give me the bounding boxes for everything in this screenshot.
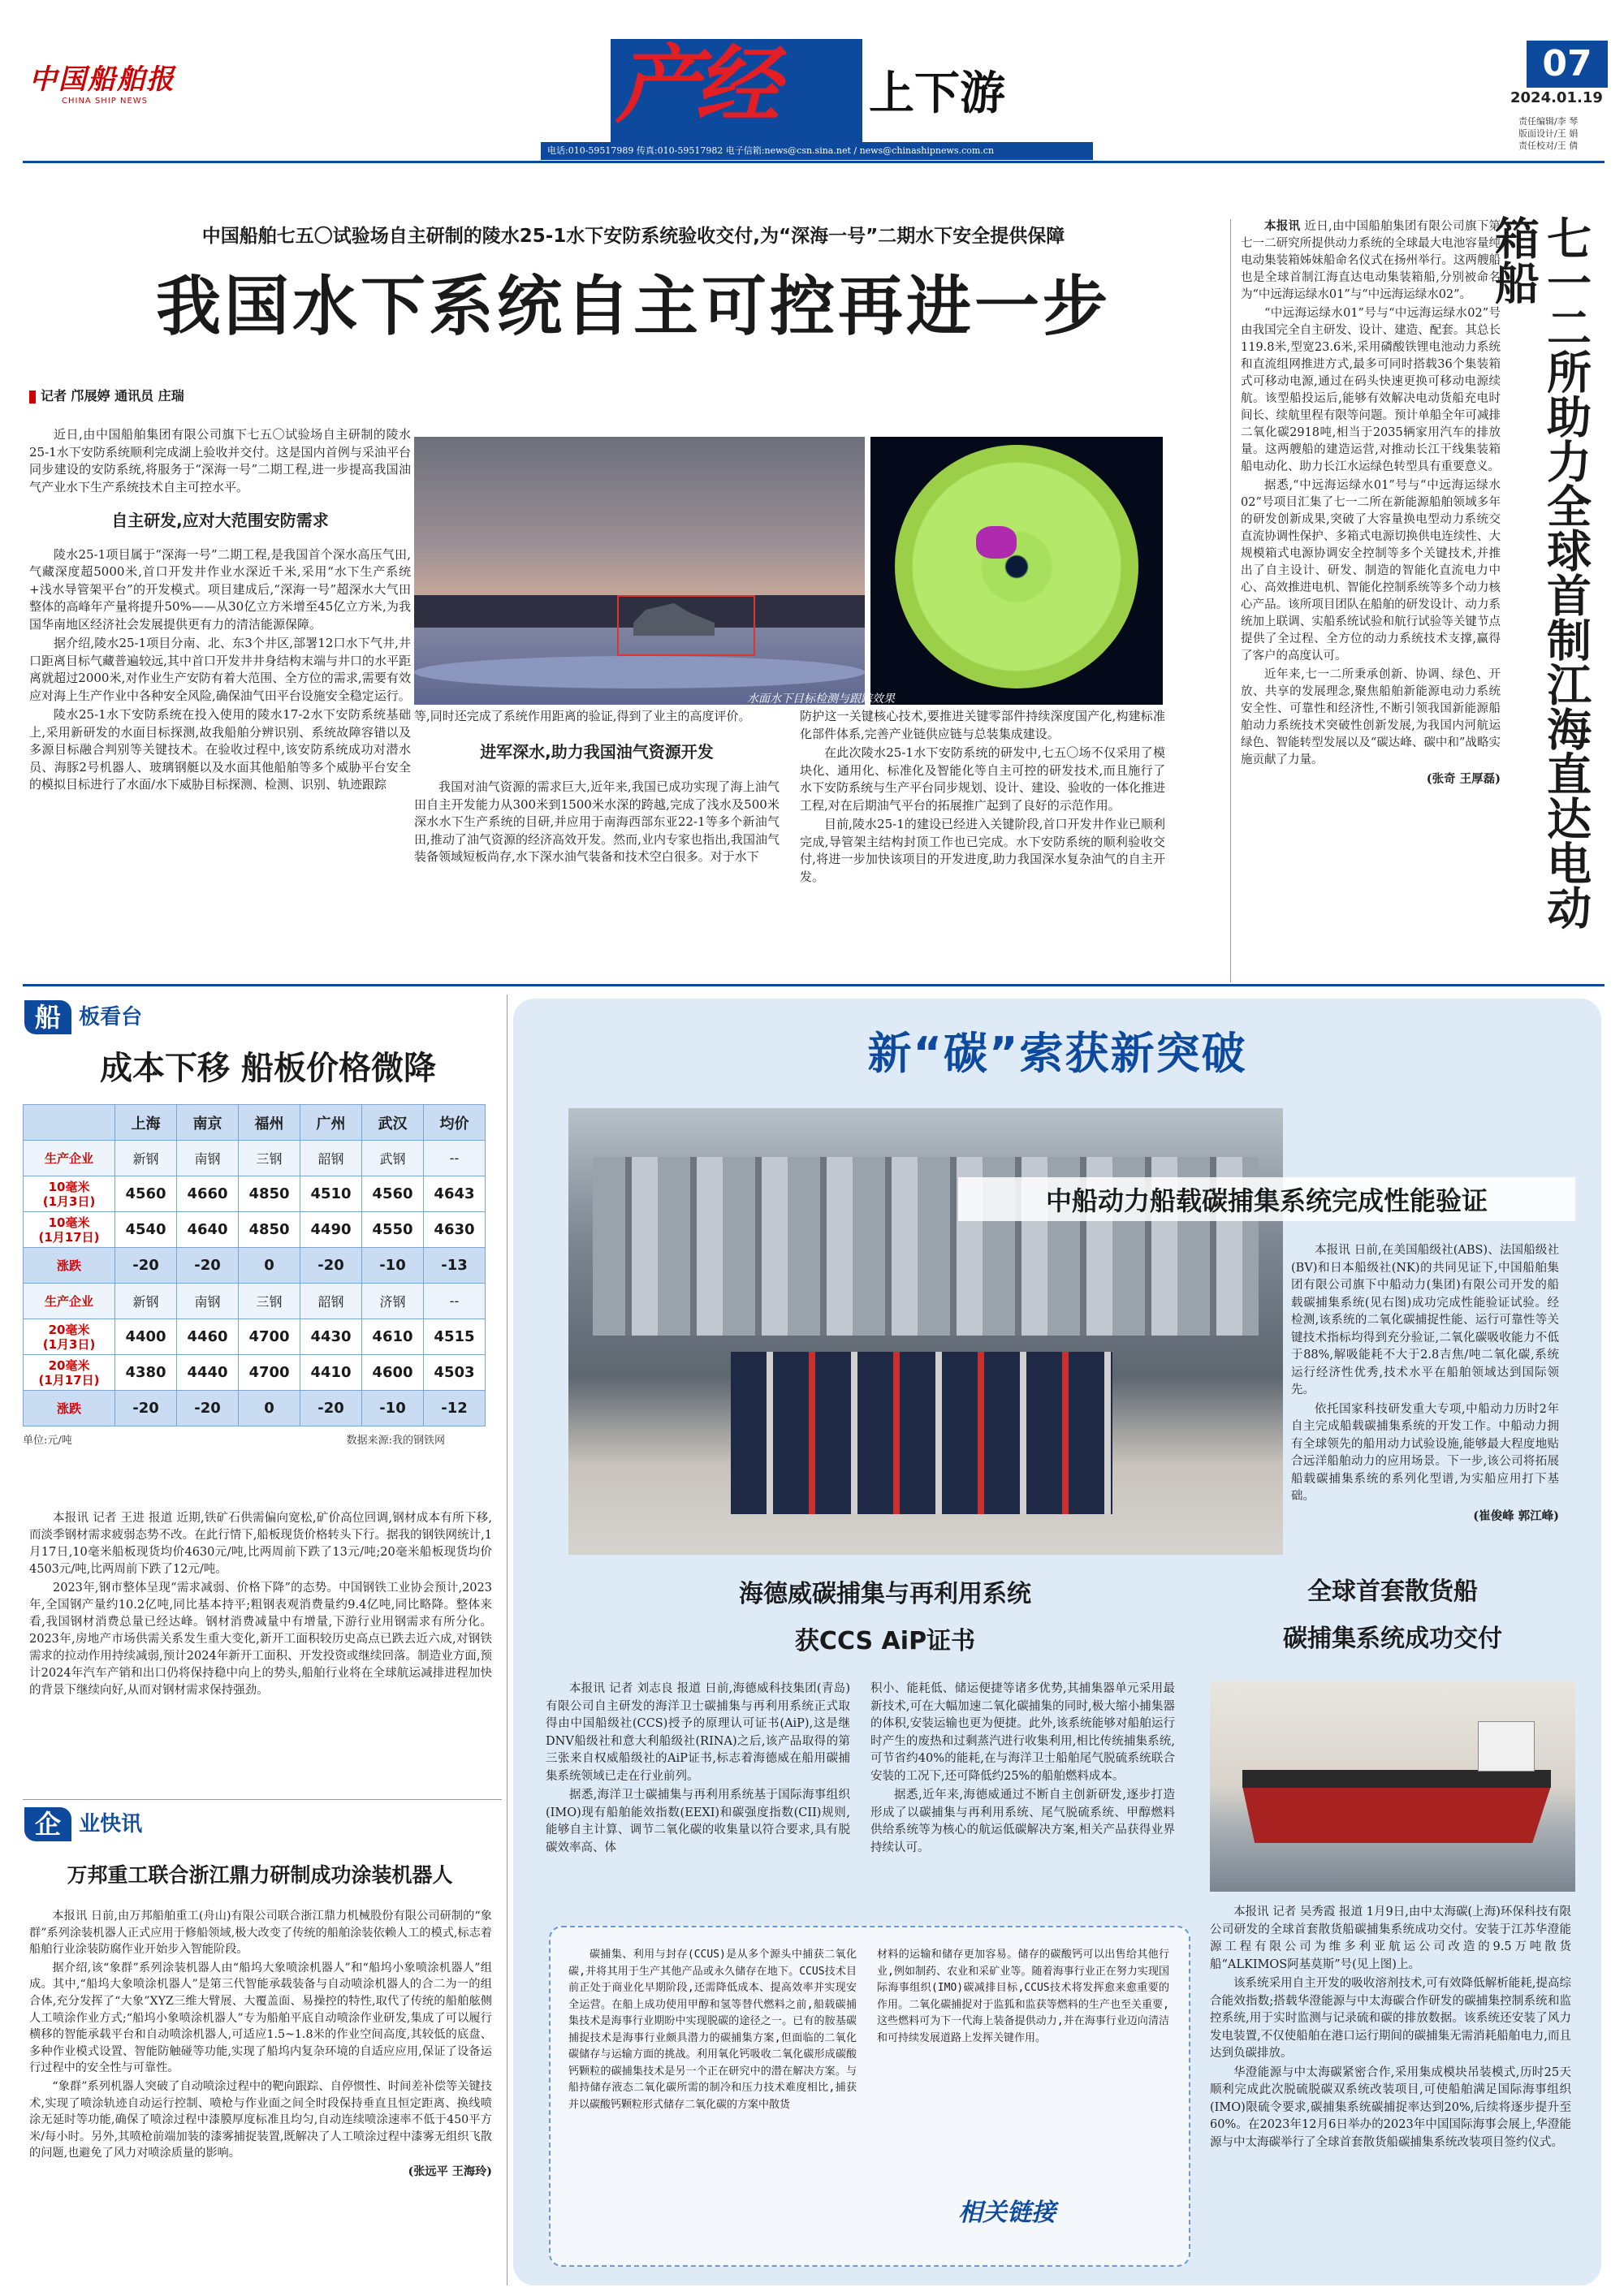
section-title-big: 产经 [615,35,775,135]
table-cell: 4850 [239,1212,300,1248]
table-cell: 4510 [300,1176,362,1212]
carbon-a2-headline-line2: 获CCS AiP证书 [794,1627,976,1655]
table-cell: -20 [177,1248,239,1284]
table-cell: 4610 [361,1319,423,1355]
logo-english: CHINA SHIP NEWS [62,97,149,106]
related-link-paragraph: 材料的运输和储存更加容易。储存的碳酸钙可以出售给其他行业,例如制药、农业和采矿业等。随着海事行业正在努力实现国际海事组织(IMO)碳减排目标,CCUS技术将发挥愈来愈重要的作用。二氧化碳捕捉对于监狐和监获等燃料的生产也至关重要,这些燃料可为下一代海上装备提供动力,并在海事行业迈向清洁和可持续发展道路上发挥关键作用。 [877,1949,1169,2044]
table-cell: 4515 [423,1319,485,1355]
table-cell: 韶钢 [300,1284,362,1319]
table-cell: 南钢 [177,1141,239,1176]
row-label-cell: 20毫米 (1月17日) [24,1355,115,1391]
table-cell: 4850 [239,1176,300,1212]
byline-marker [29,391,36,404]
lead-paragraph: 目前,陵水25-1的建设已经进入关键阶段,首口开发井作业已顺利完成,导管架主结构封顶工作也已完成。水下安防系统的顺利验收交付,将进一步加快该项目的开发进度,助力我国深水复杂油气的自主开发。 [800,817,1165,884]
table-row [24,1141,486,1176]
table-header-cell: 南京 [177,1105,239,1141]
table-cell: 韶钢 [300,1141,362,1176]
row-label-cell: 涨跌 [24,1248,115,1284]
sonar-display [895,445,1138,688]
table-cell: 4400 [115,1319,177,1355]
carbon-a2-paragraph: 本报讯 记者 刘志良 报道 日前,海德威科技集团(青岛)有限公司自主研发的海洋卫士碳捕集与再利用系统正式取得由中国船级社(CCS)授予的原理认可证书(AiP),这是继DNV船级社和意大利船级社(RINA)之后,该产品取得的第三张来自权威船级社的AiP证书,标志着海德威在船用碳捕集系统领域已走在行业前列。 [546,1682,850,1783]
related-link-paragraph: 碳捕集、利用与封存(CCUS)是从多个源头中捕获二氧化碳,并将其用于生产其他产品或永久储存在地下。CCUS技术目前正处于商业化早期阶段,还需降低成本、提高效率并实现安全运营。在船上成功使用甲醇和氢等替代燃料之前,船载碳捕集技术是海事行业期盼中实现脱碳的途径之一。已有的胺基碳捕捉技术是海事行业颇具潜力的碳捕集方案,但面临的二氧化碳储存与运输方面的挑战。利用氧化钙吸收二氧化碳形成碳酸钙颗粒的碳捕集技术是另一个正在研究中的潜在解决方案。与船持储存液态二氧化碳所需的制冷和压力技术难度相比,捕获并以碳酸钙颗粒形式储存二氧化碳的方案中散货 [568,1949,857,2111]
row-label-cell: 10毫米 (1月3日) [24,1176,115,1212]
table-cell: -- [423,1141,485,1176]
table-cell: 4410 [300,1355,362,1391]
table-cell: 4630 [423,1212,485,1248]
plate-section-label [24,1000,227,1034]
corp-signature: (张远平 王海玲) [408,2164,492,2178]
corp-label-icon: 企 [24,1807,71,1841]
lead-kicker: 中国船舶七五〇试验场自主研制的陵水25-1水下安防系统验收交付,为“深海一号”二期水下安全提供保障 [201,226,1065,247]
newspaper-logo [29,57,192,106]
row-label-cell: 生产企业 [24,1141,115,1176]
lead-paragraph: 在此次陵水25-1水下安防系统的研发中,七五〇场不仅采用了模块化、通用化、标准化及智能化等自主可控的研发技术,而且施行了水下安防系统与生产平台同步规划、设计、建设、验收的一体化推进工程,对在后期油气平台的拓展推广起到了良好的示范作用。 [800,745,1166,813]
table-cell: 0 [239,1391,300,1426]
table-cell: -13 [423,1248,485,1284]
ship-superstructure [1478,1721,1535,1772]
carbon-a1-headline: 中船动力船载碳捕集系统完成性能验证 [958,1177,1575,1221]
table-cell: 4460 [177,1319,239,1355]
carbon-a1-paragraph: 本报讯 日前,在美国船级社(ABS)、法国船级社(BV)和日本船级社(NK)的共同见证下,中国船舶集团有限公司旗下中船动力(集团)有限公司开发的船载碳捕集系统(见右图)成功完成性能验证试验。经检测,该系统的二氧化碳捕捉性能、运行可靠性等关键技术指标均得到充分验证,二氧化碳吸收能力不低于88%,解吸能耗不大于2.8吉焦/吨二氧化碳,系统运行经济性优秀,技术水平在船舶领域达到国际领先。 [1291,1244,1559,1396]
table-row [24,1176,486,1212]
section-divider [23,984,1605,986]
table-cell: 三钢 [239,1141,300,1176]
corp-paragraph: 本报讯 日前,由万邦船舶重工(舟山)有限公司联合浙江鼎力机械股份有限公司研制的“象群”系列涂装机器人正式应用于修船领域,极大改变了传统的船舶涂装依赖人工的模式,标志着船舶行业涂装防腐作业开始步入智能阶段。 [29,1910,492,1957]
carbon-a3-headline-line1: 全球首套散货船 [1307,1577,1478,1606]
logo-text: 中国船舶报 [29,63,175,96]
related-link-tag: 相关链接 [958,2199,1056,2227]
masthead-rule [23,161,1605,163]
table-cell: -20 [300,1248,362,1284]
table-cell: 武钢 [361,1141,423,1176]
table-cell: 4430 [300,1319,362,1355]
table-cell: 4640 [177,1212,239,1248]
plate-paragraph: 本报讯 记者 王进 报道 近期,铁矿石供需偏向宽松,矿价高位回调,钢材成本有所下移,而淡季钢材需求疲弱态势不改。在此行情下,船板现货价格转头下行。据我的钢铁网统计,1月17日,10毫米船板现货均价4630元/吨,比两周前下跌了13元/吨;20毫米船板现货均价4503元/吨,比两周前下跌了12元/吨。 [29,1512,492,1576]
corp-article [29,1908,492,2181]
table-cell: -20 [177,1391,239,1426]
lead-subhead: 自主研发,应对大范围安防需求 [111,511,329,530]
table-cell: 济钢 [361,1284,423,1319]
section-divider [23,1799,502,1800]
table-header-cell [24,1105,115,1141]
lead-paragraph: 陵水25-1水下安防系统在投入使用的陵水17-2水下安防系统基础上,采用新研发的水面目标探测,故我船舶分辨识别、系统故障容错以及多源目标融合判别等关键技术。在验收过程中,该安防系统成功对潜水员、海豚2号机器人、玻璃钢艇以及水面其他船舶等多个威胁平台安全的模拟目标进行了水面/水下威胁目标探测、检测、识别、轨迹跟踪 [29,707,411,792]
table-cell: 4560 [361,1176,423,1212]
right-article-body [1241,218,1501,788]
table-header-cell: 武汉 [361,1105,423,1141]
ship-hull [1242,1786,1551,1843]
carbon-banner: 新“碳”索获新突破 [867,1028,1247,1079]
carbon-a2-paragraph: 据悉,海洋卫士碳捕集与再利用系统基于国际海事组织(IMO)现有船舶能效指数(EEXI)和碳强度指数(CII)规则,能够自主计算、调节二氧化碳的收集量以符合要求,具有脱碳效率高、体 [546,1789,850,1854]
carbon-a3-article [1210,1904,1571,2153]
price-table [23,1104,486,1426]
plate-paragraph: 2023年,钢市整体呈现“需求减弱、价格下降”的态势。中国钢铁工业协会预计,2023年,全国钢产量约10.2亿吨,同比基本持平;粗钢表观消费量约9.4亿吨,同比略降。整体来看,我国钢材消费总量已经达峰。钢材消费减量中有增量,下游行业用钢需求有所分化。2023年,房地产市场供需关系发生重大变化,新开工面积较历史高点已跌去近六成,对钢铁需求的拉动作用持续减弱,预计2024年新开工面积、开发投资或继续回落。制造业方面,预计2024年汽车产销和出口仍将保持稳中向上的势头,船舶行业将在全球航运减排进程加快的背景下继续向好,从而对钢材需求保持强劲。 [29,1582,492,1697]
photo-caption: 水面水下目标检测与跟踪效果 [747,693,895,706]
row-label-cell: 20毫米 (1月3日) [24,1319,115,1355]
carbon-photo-team [568,1108,1283,1555]
right-paragraph: 据悉,“中远海运绿水01”号与“中远海运绿水02”号项目汇集了七一二所在新能源船舶领域多年的研发创新成果,突破了大容量换电型动力系统交直流协调性保护、多箱式电源切换供电连续性、大规模箱式电源协调安全控制等多个关键技术,并推出了自主设计、研发、制造的智能化直流电力中心、高效推进电机、智能化控制系统等多个动力核心产品。该所项目团队在船舶的研发设计、动力系统加上联调、实船系统试验和航行试验等关键节点提供了全过程、全方位的动力系统技术支撑,赢得了客户的高度认可。 [1241,479,1501,662]
corp-label-tag: 业快讯 [79,1812,143,1836]
right-vertical-headline: 七一二所助力全球首制江海直达电动箱船 [1488,215,1592,930]
table-cell: 4700 [239,1319,300,1355]
editor-credits [1518,115,1578,152]
table-cell: -10 [361,1248,423,1284]
lead-subhead: 进军深水,助力我国油气资源开发 [480,741,714,762]
lead-headline: 我国水下系统自主可控再进一步 [156,268,1111,344]
related-link-col1 [568,1947,857,2113]
table-cell: 4540 [115,1212,177,1248]
carbon-a3-headline-line2: 碳捕集系统成功交付 [1283,1625,1502,1653]
table-cell: -10 [361,1391,423,1426]
carbon-a3-paragraph: 华澄能源与中太海碳紧密合作,采用集成模块吊装模式,历时25天顺利完成此次脱硫脱碳双系统改装项目,可使船舶满足国际海事组织(IMO)限硫令要求,碳捕集系统碳捕捉率达到20%,后续将逐步提升至60%。在2023年12月6日举办的2023年中国国际海事会展上,华澄能源与中太海碳举行了全球首套散货船碳捕集系统改装项目签约仪式。 [1210,2065,1571,2149]
table-header-cell: 广州 [300,1105,362,1141]
plate-headline: 成本下移 船板价格微降 [100,1049,436,1087]
table-row [24,1319,486,1355]
table-row [24,1391,486,1426]
corp-headline: 万邦重工联合浙江鼎力研制成功涂装机器人 [67,1863,453,1887]
table-cell: 0 [239,1248,300,1284]
carbon-photo-ship [1210,1681,1575,1892]
right-paragraph: 近年来,七一二所秉承创新、协调、绿色、开放、共享的发展理念,聚焦船舶新能源电动力系统安全性、可靠性和经济性,不断引领我国新能源船舶动力系统技术突破性创新发展,为我国内河航运绿色、智能转型发展以及“碳达峰、碳中和”战略实施贡献了力量。 [1241,668,1501,766]
lead-column-1 [29,426,411,796]
carbon-a2-col1 [546,1681,850,1858]
corp-paragraph: “象群”系列机器人突破了自动喷涂过程中的靶向跟踪、自停惯性、时间差补偿等关键技术,实现了喷涂轨迹自动运行控制、喷枪与作业面之间全时段保持垂直且恒定距离、换线喷涂无延时等功能,确保了喷涂过程中漆膜厚度标准且均匀,自动连续喷涂速率不低于450平方米/每小时。另外,其喷枪前端加装的漆雾捕捉装置,既解决了人工喷涂过程中漆雾无组织飞散的问题,也避免了风力对喷涂质量的影响。 [29,2079,492,2160]
pipe-foreground [414,656,865,688]
lead-paragraph: 近日,由中国船舶集团有限公司旗下七五〇试验场自主研制的陵水25-1水下安防系统顺利完成湖上验收并交付。这是国内首例与采油平台同步建设的安防系统,将服务于“深海一号”二期工程,进一步提高我国油气产业水下生产系统技术自主可控水平。 [29,427,411,494]
issue-date: 2024.01.19 [1510,89,1603,106]
table-header-cell: 福州 [239,1105,300,1141]
row-label-cell: 涨跌 [24,1391,115,1426]
carbon-a3-paragraph: 本报讯 记者 吴秀霞 报道 1月9日,由中太海碳(上海)环保科技有限公司研发的全球首套散货船碳捕集系统成功交付。安装于江苏华澄能源工程有限公司为维多利亚航运公司改造的9.5万吨散货船“ALKIMOS阿基莫斯”号(见上图)上。 [1210,1905,1571,1971]
lead-photo-sea [414,437,865,705]
table-cell: 4490 [300,1212,362,1248]
corp-section-label [24,1807,227,1841]
lead-byline [29,386,184,404]
table-cell: 4503 [423,1355,485,1391]
table-header-cell: 均价 [423,1105,485,1141]
carbon-a1-signature: (崔俊峰 郭江峰) [1473,1508,1559,1523]
dateline: 本报讯 [1264,219,1301,233]
table-row [24,1355,486,1391]
team-group [731,1352,1112,1514]
carbon-a2-headline [552,1571,1218,1665]
related-link-col2 [877,1947,1169,2047]
editor-line: 责任校对/王 倩 [1518,140,1579,151]
carbon-a1-article [1291,1242,1559,1525]
table-header-cell: 上海 [115,1105,177,1141]
masthead [0,0,1624,162]
row-label-cell: 生产企业 [24,1284,115,1319]
table-cell: 4700 [239,1355,300,1391]
table-cell: -20 [300,1391,362,1426]
page-number: 07 [1527,41,1608,88]
table-cell: 新钢 [115,1141,177,1176]
lead-paragraph: 陵水25-1项目属于“深海一号”二期工程,是我国首个深水高压气田,气藏深度超5000米,首口开发井作业水深近千米,采用“水下生产系统+浅水导管架平台”的开发模式。项目建成后,“深海一号”超深水大气田整体的高峰年产量将提升50%——从30亿立方米增至45亿立方米,为我国华南地区经济社会发展提供更有力的清洁能源保障。 [29,546,411,632]
carbon-a2-paragraph: 积小、能耗低、储运便捷等诸多优势,其捕集器单元采用最新技术,可在大幅加速二氧化碳捕集的同时,极大缩小捕集器的体积,安装运输也更为便捷。此外,该系统能够对船舶运行时产生的废热和过剩蒸汽进行收集利用,相比传统捕集系统,可节省约40%的能耗,在与海洋卫士船舶尾气脱硫系统联合安装的工况下,还可降低约25%的船舶燃料成本。 [870,1682,1175,1783]
row-label-cell: 10毫米 (1月17日) [24,1212,115,1248]
lead-column-2 [414,708,780,868]
lead-photo-sonar [870,437,1163,705]
table-cell: -20 [115,1391,177,1426]
table-cell: 4550 [361,1212,423,1248]
editor-line: 版面设计/王 娟 [1518,128,1579,139]
right-signature: (张奇 王厚磊) [1426,772,1501,786]
table-source: 数据来源:我的钢铁网 [346,1435,445,1447]
lead-paragraph: 我国对油气资源的需求巨大,近年来,我国已成功实现了海上油气田自主开发能力从300米到1500米水深的跨越,完成了浅水及500米深水水下生产系统的目研,并应用于南海西部东亚22-1等多个新油气田,推动了油气资源的经济高效开发。然而,业内专家也指出,我国油气装备领域短板尚存,水下深水油气装备和技术空白很多。对于水下 [414,779,780,864]
plate-label-tag: 板看台 [79,1005,143,1029]
section-title-small: 上下游 [869,67,1005,120]
lead-paragraph: 据介绍,陵水25-1项目分南、北、东3个井区,部署12口水下气井,井口距离目标气藏普遍较远,其中首口开发井井身结构末端与井口的水平距离就超过2000米,对作业生产安防有着大范围、全方位的需求,需要有效应对海上生产作业中各种安全风险,确保油气田平台设施安全稳定运行。 [29,636,411,703]
table-cell: -20 [115,1248,177,1284]
carbon-a2-col2 [870,1681,1175,1858]
table-cell: 4380 [115,1355,177,1391]
byline-text: 记者 邝展婷 通讯员 庄瑞 [41,388,184,404]
table-cell: 4560 [115,1176,177,1212]
right-text: 近日,由中国船舶集团有限公司旗下第七一二研究所提供动力系统的全球最大电池容量纯电动集装箱姊妹船命名仪式在扬州举行。这两艘船也是全球首制江海直达电动集装箱船,分别被命名为“中远海运绿水01”与“中远海运绿水02”。 [1241,220,1501,301]
lead-column-3 [800,708,1165,887]
column-divider [507,995,508,2285]
plate-article [29,1510,492,1701]
carbon-a2-paragraph: 据悉,近年来,海德威通过不断自主创新研发,逐步打造形成了以碳捕集与再利用系统、尾气脱硫系统、甲醇燃料供给系统等为核心的航运低碳解决方案,相关产品获得业界持续认可。 [870,1789,1175,1854]
table-cell: 南钢 [177,1284,239,1319]
table-cell: 4440 [177,1355,239,1391]
right-paragraph: “中远海运绿水01”号与“中远海运绿水02”号由我国完全自主研发、设计、建造、配套。其总长119.8米,型宽23.6米,采用磷酸铁锂电池动力系统和直流组网推进方式,最多可同时搭载36个集装箱式可移动电源,通过在码头快速更换可移动电源续航。该型船投运后,能够有效解决电动货船充电时间长、续航里程有限等问题。预计单船全年可减排二氧化碳2918吨,相当于2035辆家用汽车的排放量。这两艘船的建造运营,对推动长江干线集装箱船电动化、助力长江水运绿色转型具有重要意义。 [1241,307,1501,473]
plate-label-icon: 船 [24,1000,71,1034]
table-row [24,1248,486,1284]
table-row [24,1212,486,1248]
table-cell: 4660 [177,1176,239,1212]
table-unit: 单位:元/吨 [23,1435,72,1447]
table-cell: -12 [423,1391,485,1426]
carbon-a3-headline [1202,1569,1583,1663]
carbon-a2-headline-line1: 海德威碳捕集与再利用系统 [739,1580,1031,1608]
lead-paragraph: 等,同时还完成了系统作用距离的验证,得到了业主的高度评价。 [414,709,751,723]
price-table-wrapper [23,1104,486,1447]
table-cell: 4643 [423,1176,485,1212]
sonar-target [976,526,1017,559]
target-box [617,595,755,656]
table-row [24,1284,486,1319]
table-cell: 三钢 [239,1284,300,1319]
lead-paragraph: 防护这一关键核心技术,要推进关键零部件持续深度国产化,构建标准化部件体系,完善产业链供应链与总装集成建设。 [800,709,1165,741]
editor-line: 责任编辑/李 琴 [1518,116,1579,127]
column-divider [1230,219,1231,982]
table-cell: -- [423,1284,485,1319]
corp-paragraph: 据介绍,该“象群”系列涂装机器人由“船坞大象喷涂机器人”和“船坞小象喷涂机器人”组成。其中,“船坞大象喷涂机器人”是第三代智能承载装备与自动喷涂机器人的合二为一的组合体,充分发挥了“大象”XYZ三维大臂展、大覆盖面、易操控的特性,取代了传统的船舶舷侧人工喷涂作业方式;“船坞小象喷涂机器人”专为船舶平底自动喷涂作业研发,集成了可以履行横移的智能承载平台和自动喷涂机器人,可适应1.5~1.8米的作业空间高度,其较低的底盘、多种作业模式设置、智能防触碰等功能,实现了船坞内复杂环境的自适应应用,保证了设备运行过程中的安全性与可靠性。 [29,1961,492,2075]
ship-deck [1242,1770,1551,1788]
carbon-a1-paragraph: 依托国家科技研发重大专项,中船动力历时2年自主完成船载碳捕集系统的开发工作。中船动力拥有全球领先的船用动力试验设施,能够最大程度地贴合远洋船舶动力的应用场景。下一步,该公司将拓展船载碳捕集系统的系列化型谱,为实船应用打下基础。 [1291,1402,1559,1503]
carbon-a3-paragraph: 该系统采用自主开发的吸收溶剂技术,可有效降低解析能耗,提高综合能效指数;搭载华澄能源与中太海碳合作研发的碳捕集控制系统和监控系统,用于实时监测与记录硫和碳的排放数据。该系统还安装了风力发电装置,不仅使船舶在港口运行期间的碳捕集无需消耗船舶电力,而且达到负碳排放。 [1210,1977,1571,2060]
right-paragraph [1241,218,1501,304]
table-cell: 新钢 [115,1284,177,1319]
contact-bar: 电话:010-59517989 传真:010-59517982 电子信箱:news@csn.sina.net / news@chinashipnews.com.cn [541,142,1093,160]
table-cell: 4600 [361,1355,423,1391]
